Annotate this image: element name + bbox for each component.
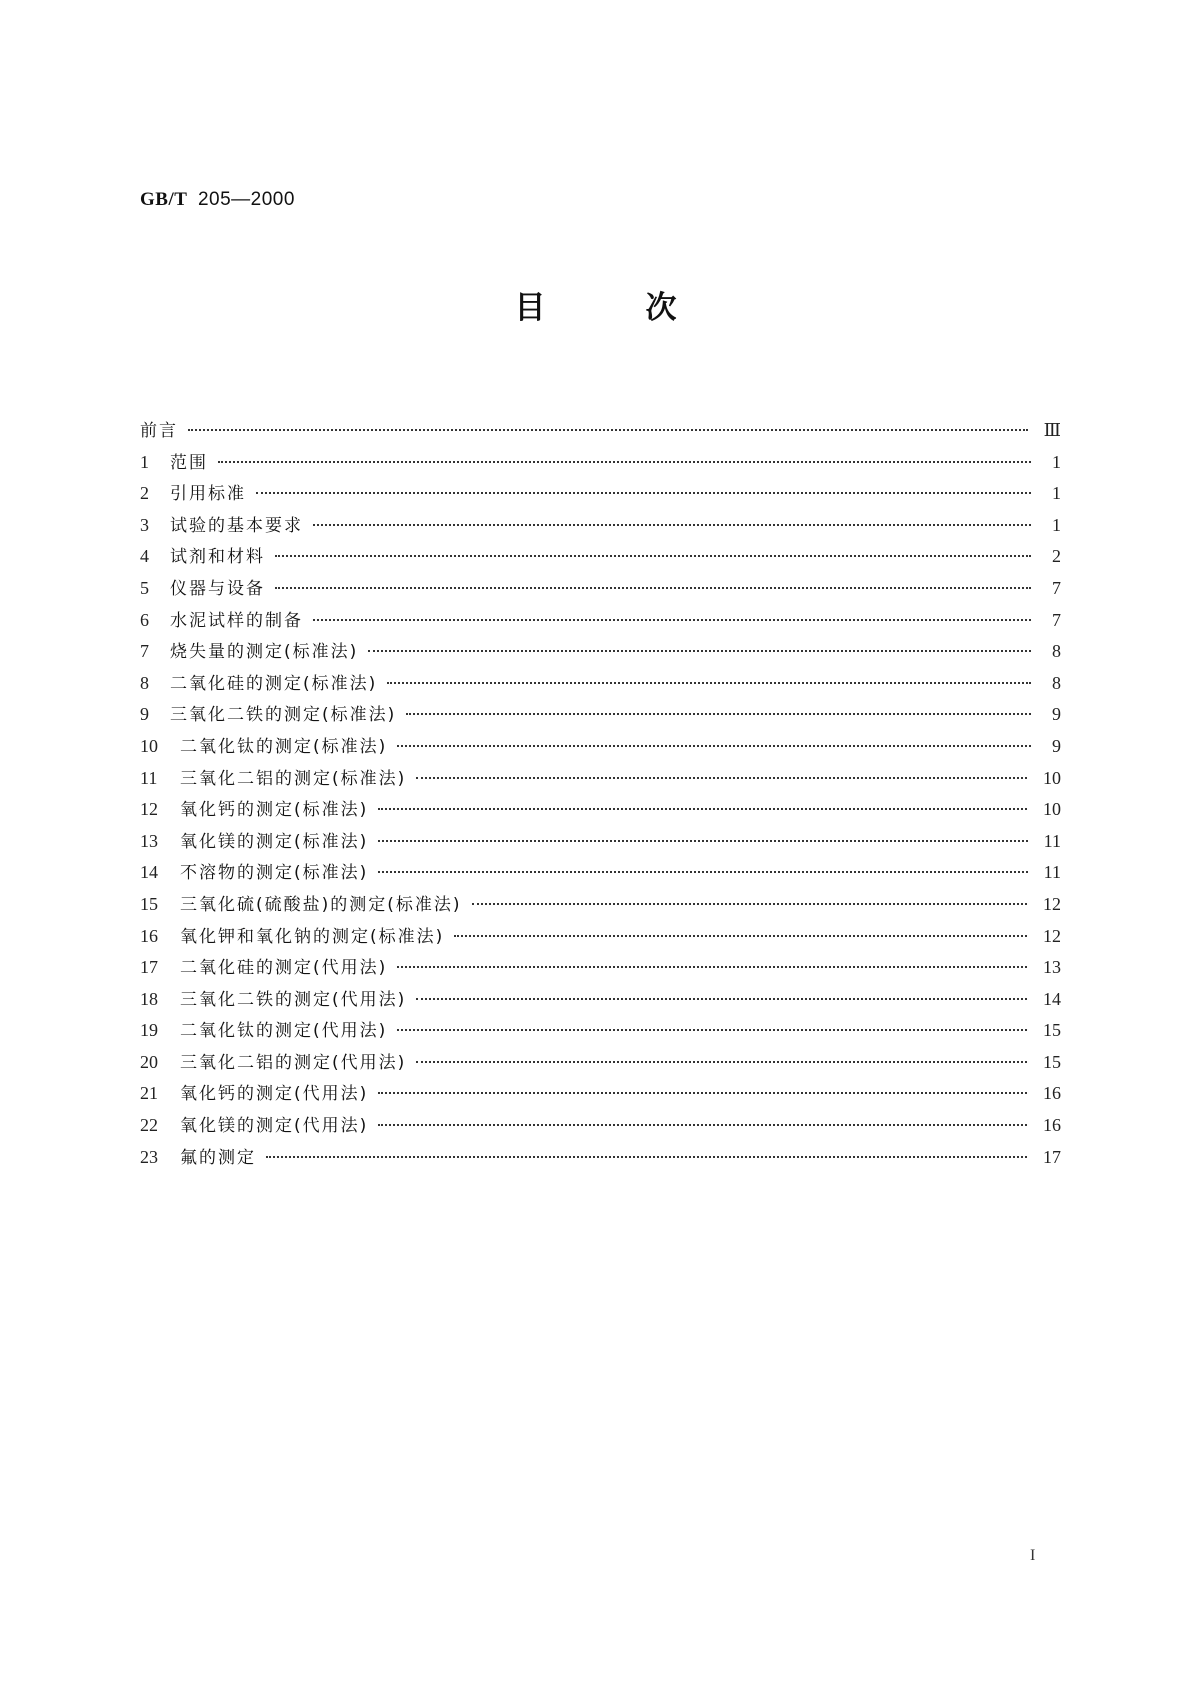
toc-entry-label: 试剂和材料 (170, 547, 265, 568)
toc-entry-page: 1 (1052, 451, 1061, 472)
toc-leader-dots (378, 871, 1027, 873)
toc-entry-page: Ⅲ (1043, 420, 1061, 440)
toc-entry-page: 16 (1043, 1115, 1061, 1136)
toc-entry-page: 13 (1043, 957, 1061, 978)
toc-entry-number: 10 (140, 735, 158, 756)
toc-entry-page: 8 (1052, 641, 1061, 662)
toc-entry[interactable] (140, 1079, 1061, 1111)
toc-entry-number: 1 (140, 451, 149, 472)
toc-leader-dots (218, 461, 1031, 463)
toc-entry-number: 23 (140, 1146, 158, 1167)
toc-entry[interactable] (140, 732, 1061, 764)
toc-entry[interactable] (140, 416, 1061, 448)
toc-entry-label: 水泥试样的制备 (170, 610, 303, 631)
toc-entry[interactable] (140, 890, 1061, 922)
toc-entry-number: 12 (140, 799, 158, 820)
toc-entry-label: 前言 (140, 421, 178, 441)
toc-entry-number: 13 (140, 830, 158, 851)
toc-entry-label: 三氧化二铝的测定(标准法) (180, 768, 407, 789)
toc-entry-page: 7 (1052, 577, 1061, 598)
toc-entry-number: 17 (140, 957, 158, 978)
toc-entry[interactable] (140, 858, 1061, 890)
toc-entry-label: 氧化钙的测定(标准法) (180, 800, 369, 821)
toc-entry-page: 11 (1043, 862, 1061, 883)
toc-entry-label: 二氧化钛的测定(标准法) (180, 736, 388, 757)
title-char-right: 次 (645, 290, 677, 326)
toc-entry[interactable] (140, 827, 1061, 859)
standard-year-number: 205—2000 (197, 189, 295, 210)
toc-entry-number: 22 (140, 1115, 158, 1136)
toc-entry-label: 氧化钙的测定(代用法) (180, 1084, 369, 1105)
toc-entry[interactable] (140, 606, 1061, 638)
standard-number (140, 188, 295, 211)
toc-entry-page: 1 (1052, 483, 1061, 504)
toc-entry-number: 15 (140, 893, 158, 914)
toc-entry[interactable] (140, 922, 1061, 954)
toc-entry-label: 引用标准 (170, 484, 246, 505)
toc-leader-dots (275, 555, 1031, 557)
toc-entry[interactable] (140, 764, 1061, 796)
toc-leader-dots (472, 903, 1027, 905)
toc-entry-number: 4 (140, 546, 149, 567)
toc-leader-dots (378, 1124, 1027, 1126)
toc-entry[interactable] (140, 479, 1061, 511)
toc-leader-dots (313, 619, 1031, 621)
toc-leader-dots (378, 1092, 1027, 1094)
toc-leader-dots (454, 935, 1027, 937)
toc-entry-page: 14 (1043, 988, 1061, 1009)
toc-leader-dots (416, 777, 1027, 779)
toc-entry-label: 仪器与设备 (170, 578, 265, 599)
toc-entry[interactable] (140, 1143, 1061, 1175)
toc-leader-dots (397, 966, 1027, 968)
toc-leader-dots (256, 492, 1031, 494)
toc-entry-page: 16 (1043, 1083, 1061, 1104)
toc-entry[interactable] (140, 985, 1061, 1017)
toc-entry-label: 三氧化二铁的测定(标准法) (170, 705, 397, 726)
toc-entry-number: 21 (140, 1083, 158, 1104)
table-of-contents (140, 416, 1061, 1174)
toc-entry-number: 20 (140, 1051, 158, 1072)
toc-leader-dots (406, 713, 1031, 715)
toc-entry-page: 15 (1043, 1020, 1061, 1041)
toc-leader-dots (378, 808, 1027, 810)
toc-entry[interactable] (140, 700, 1061, 732)
toc-entry-number: 14 (140, 862, 158, 883)
standard-code: GB/T (140, 189, 188, 210)
page-number: I (1030, 1547, 1036, 1564)
toc-entry[interactable] (140, 448, 1061, 480)
toc-entry[interactable] (140, 795, 1061, 827)
toc-entry-number: 2 (140, 483, 149, 504)
toc-entry-label: 氧化钾和氧化钠的测定(标准法) (180, 926, 445, 947)
toc-entry-page: 12 (1043, 893, 1061, 914)
toc-entry[interactable] (140, 1016, 1061, 1048)
toc-leader-dots (416, 1061, 1027, 1063)
toc-entry-label: 范围 (170, 452, 208, 473)
toc-leader-dots (378, 840, 1027, 842)
toc-entry-label: 二氧化硅的测定(代用法) (180, 958, 388, 979)
page-title (0, 282, 1191, 327)
toc-entry-label: 氧化镁的测定(标准法) (180, 831, 369, 852)
toc-leader-dots (266, 1156, 1027, 1158)
toc-entry-label: 氟的测定 (180, 1147, 256, 1168)
toc-entry[interactable] (140, 542, 1061, 574)
toc-entry-page: 10 (1043, 767, 1061, 788)
toc-entry[interactable] (140, 574, 1061, 606)
toc-entry-page: 1 (1052, 514, 1061, 535)
toc-entry-page: 9 (1052, 704, 1061, 725)
toc-entry-number: 11 (140, 767, 158, 788)
toc-entry[interactable] (140, 637, 1061, 669)
toc-entry-label: 三氧化二铝的测定(代用法) (180, 1052, 407, 1073)
toc-entry[interactable] (140, 1111, 1061, 1143)
toc-entry-page: 7 (1052, 609, 1061, 630)
toc-entry-number: 3 (140, 514, 149, 535)
toc-entry-number: 19 (140, 1020, 158, 1041)
toc-leader-dots (368, 650, 1031, 652)
toc-entry[interactable] (140, 669, 1061, 701)
toc-entry-page: 8 (1052, 672, 1061, 693)
toc-leader-dots (397, 745, 1031, 747)
toc-leader-dots (275, 587, 1031, 589)
toc-entry-page: 9 (1052, 735, 1061, 756)
toc-entry-number: 18 (140, 988, 158, 1009)
toc-leader-dots (387, 682, 1031, 684)
toc-entry-label: 三氧化硫(硫酸盐)的测定(标准法) (180, 894, 462, 915)
toc-entry-page: 15 (1043, 1051, 1061, 1072)
toc-entry-label: 二氧化硅的测定(标准法) (170, 673, 378, 694)
toc-entry-page: 17 (1043, 1146, 1061, 1167)
toc-entry-page: 12 (1043, 925, 1061, 946)
toc-entry-number: 6 (140, 609, 149, 630)
toc-entry-number: 8 (140, 672, 149, 693)
toc-entry-label: 三氧化二铁的测定(代用法) (180, 989, 407, 1010)
toc-entry-number: 7 (140, 641, 149, 662)
toc-entry-label: 氧化镁的测定(代用法) (180, 1116, 369, 1137)
toc-entry-number: 9 (140, 704, 149, 725)
toc-entry-page: 10 (1043, 799, 1061, 820)
toc-entry-label: 二氧化钛的测定(代用法) (180, 1021, 388, 1042)
toc-entry[interactable] (140, 1048, 1061, 1080)
toc-leader-dots (416, 998, 1027, 1000)
toc-leader-dots (188, 429, 1028, 431)
toc-leader-dots (313, 524, 1031, 526)
toc-entry-page: 11 (1043, 830, 1061, 851)
toc-entry[interactable] (140, 511, 1061, 543)
toc-entry-label: 不溶物的测定(标准法) (180, 863, 369, 884)
title-char-left: 目 (514, 290, 546, 326)
toc-entry-number: 16 (140, 925, 158, 946)
toc-leader-dots (397, 1029, 1027, 1031)
toc-entry-label: 试验的基本要求 (170, 515, 303, 536)
toc-entry-page: 2 (1052, 546, 1061, 567)
toc-entry[interactable] (140, 953, 1061, 985)
toc-entry-label: 烧失量的测定(标准法) (170, 642, 359, 663)
toc-entry-number: 5 (140, 577, 149, 598)
